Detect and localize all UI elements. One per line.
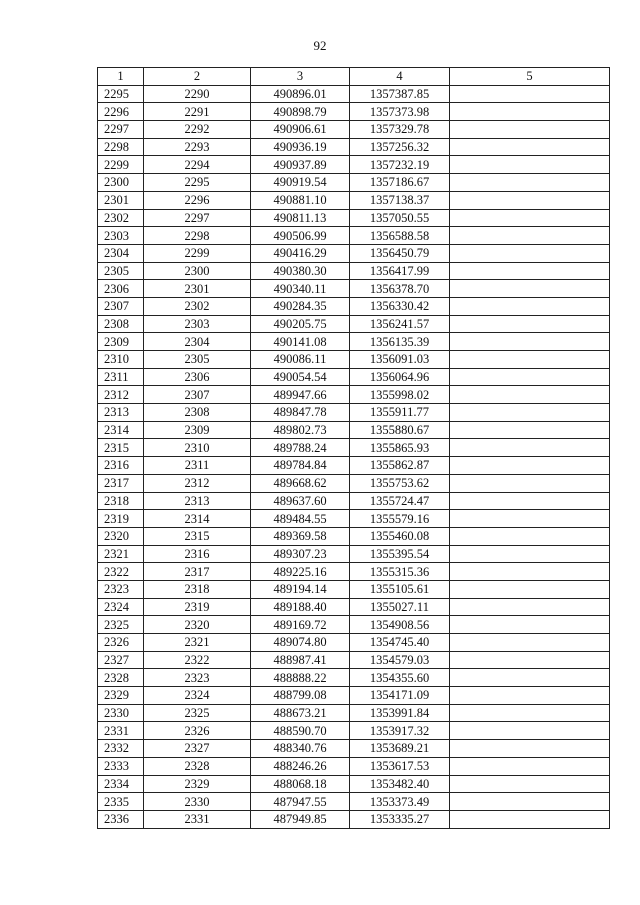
table-cell: 2301 bbox=[144, 280, 251, 298]
table-cell: 2323 bbox=[98, 580, 144, 598]
table-cell bbox=[450, 757, 610, 775]
table-row bbox=[98, 598, 610, 616]
table-cell bbox=[450, 368, 610, 386]
table-cell: 2305 bbox=[98, 262, 144, 280]
table-cell: 1354171.09 bbox=[350, 687, 450, 705]
table-cell: 2298 bbox=[144, 227, 251, 245]
table-cell: 2301 bbox=[98, 191, 144, 209]
table-cell bbox=[450, 421, 610, 439]
table-cell: 2311 bbox=[98, 368, 144, 386]
table-cell: 1354579.03 bbox=[350, 651, 450, 669]
table-cell: 2313 bbox=[98, 404, 144, 422]
table-cell: 2299 bbox=[144, 244, 251, 262]
table-cell: 2312 bbox=[98, 386, 144, 404]
table-cell: 1355395.54 bbox=[350, 545, 450, 563]
table-cell: 2336 bbox=[98, 810, 144, 828]
table-cell: 490416.29 bbox=[251, 244, 350, 262]
table-body bbox=[98, 85, 610, 828]
table-cell: 2327 bbox=[98, 651, 144, 669]
table-cell: 490811.13 bbox=[251, 209, 350, 227]
table-row bbox=[98, 280, 610, 298]
table-cell: 2321 bbox=[144, 634, 251, 652]
table-cell bbox=[450, 580, 610, 598]
table-cell bbox=[450, 333, 610, 351]
table-cell bbox=[450, 191, 610, 209]
table-cell: 2332 bbox=[98, 740, 144, 758]
table-cell bbox=[450, 439, 610, 457]
table-cell: 2334 bbox=[98, 775, 144, 793]
table-row bbox=[98, 209, 610, 227]
table-cell bbox=[450, 156, 610, 174]
table-cell: 2324 bbox=[144, 687, 251, 705]
table-cell: 2317 bbox=[144, 563, 251, 581]
table-cell: 2326 bbox=[98, 634, 144, 652]
table-cell: 489637.60 bbox=[251, 492, 350, 510]
table-cell: 1355865.93 bbox=[350, 439, 450, 457]
table-cell: 2306 bbox=[144, 368, 251, 386]
table-cell: 2302 bbox=[144, 297, 251, 315]
table-row bbox=[98, 687, 610, 705]
table-cell: 2331 bbox=[144, 810, 251, 828]
table-cell: 1357138.37 bbox=[350, 191, 450, 209]
table-cell: 1356091.03 bbox=[350, 351, 450, 369]
table-cell bbox=[450, 563, 610, 581]
table-cell: 2308 bbox=[144, 404, 251, 422]
table-cell bbox=[450, 174, 610, 192]
table-cell: 2296 bbox=[98, 103, 144, 121]
table-cell: 2295 bbox=[98, 85, 144, 103]
table-cell: 1357329.78 bbox=[350, 121, 450, 139]
coordinates-table bbox=[97, 67, 610, 829]
table-cell: 2311 bbox=[144, 457, 251, 475]
table-row bbox=[98, 457, 610, 475]
table-row bbox=[98, 616, 610, 634]
table-cell: 1354908.56 bbox=[350, 616, 450, 634]
table-row bbox=[98, 333, 610, 351]
table-cell: 2304 bbox=[98, 244, 144, 262]
table-cell: 488987.41 bbox=[251, 651, 350, 669]
table-cell: 490340.11 bbox=[251, 280, 350, 298]
column-header: 5 bbox=[450, 68, 610, 86]
table-cell bbox=[450, 722, 610, 740]
table-cell: 2329 bbox=[98, 687, 144, 705]
table-cell: 2330 bbox=[144, 793, 251, 811]
table-cell: 1355315.36 bbox=[350, 563, 450, 581]
table-cell: 489194.14 bbox=[251, 580, 350, 598]
table-cell: 488799.08 bbox=[251, 687, 350, 705]
table-cell: 489484.55 bbox=[251, 510, 350, 528]
table-row bbox=[98, 793, 610, 811]
table-cell: 1355027.11 bbox=[350, 598, 450, 616]
table-cell: 2305 bbox=[144, 351, 251, 369]
table-cell: 488340.76 bbox=[251, 740, 350, 758]
table-cell: 2303 bbox=[144, 315, 251, 333]
table-cell: 2313 bbox=[144, 492, 251, 510]
table-cell: 1354745.40 bbox=[350, 634, 450, 652]
table-cell: 489788.24 bbox=[251, 439, 350, 457]
table-cell: 1353689.21 bbox=[350, 740, 450, 758]
table-cell: 2297 bbox=[144, 209, 251, 227]
table-cell: 1355105.61 bbox=[350, 580, 450, 598]
table-row bbox=[98, 227, 610, 245]
table-row bbox=[98, 368, 610, 386]
table-cell: 1356064.96 bbox=[350, 368, 450, 386]
table-cell: 2309 bbox=[98, 333, 144, 351]
table-cell: 2320 bbox=[144, 616, 251, 634]
table-cell: 1357387.85 bbox=[350, 85, 450, 103]
table-cell: 487949.85 bbox=[251, 810, 350, 828]
table-cell bbox=[450, 651, 610, 669]
table-cell bbox=[450, 793, 610, 811]
table-row bbox=[98, 156, 610, 174]
table-cell: 489307.23 bbox=[251, 545, 350, 563]
table-row bbox=[98, 740, 610, 758]
table-cell: 1353917.32 bbox=[350, 722, 450, 740]
table-cell: 490284.35 bbox=[251, 297, 350, 315]
table-cell: 2316 bbox=[98, 457, 144, 475]
table-row bbox=[98, 492, 610, 510]
table-cell bbox=[450, 810, 610, 828]
table-row bbox=[98, 474, 610, 492]
table-cell: 2294 bbox=[144, 156, 251, 174]
table-cell: 489169.72 bbox=[251, 616, 350, 634]
table-cell: 1357232.19 bbox=[350, 156, 450, 174]
table-row bbox=[98, 297, 610, 315]
table-cell: 2331 bbox=[98, 722, 144, 740]
table-cell: 2322 bbox=[144, 651, 251, 669]
table-cell: 2291 bbox=[144, 103, 251, 121]
table-cell: 490881.10 bbox=[251, 191, 350, 209]
table-row bbox=[98, 439, 610, 457]
table-cell: 1356241.57 bbox=[350, 315, 450, 333]
table-cell: 490896.01 bbox=[251, 85, 350, 103]
table-row bbox=[98, 103, 610, 121]
table-cell bbox=[450, 121, 610, 139]
table-cell: 2326 bbox=[144, 722, 251, 740]
table-cell: 490086.11 bbox=[251, 351, 350, 369]
table-cell bbox=[450, 545, 610, 563]
table-cell: 1355753.62 bbox=[350, 474, 450, 492]
table-row bbox=[98, 722, 610, 740]
column-header: 1 bbox=[98, 68, 144, 86]
table-row bbox=[98, 545, 610, 563]
table-cell: 2318 bbox=[144, 580, 251, 598]
table-cell: 2323 bbox=[144, 669, 251, 687]
table-cell bbox=[450, 775, 610, 793]
table-cell bbox=[450, 510, 610, 528]
table-cell: 2321 bbox=[98, 545, 144, 563]
table-cell: 1353617.53 bbox=[350, 757, 450, 775]
table-cell: 2315 bbox=[98, 439, 144, 457]
table-cell: 1356417.99 bbox=[350, 262, 450, 280]
table-cell: 1353482.40 bbox=[350, 775, 450, 793]
table-cell: 1357050.55 bbox=[350, 209, 450, 227]
table-cell bbox=[450, 138, 610, 156]
table-cell: 1356135.39 bbox=[350, 333, 450, 351]
table-cell: 1353991.84 bbox=[350, 704, 450, 722]
table-cell: 2300 bbox=[144, 262, 251, 280]
table-row bbox=[98, 527, 610, 545]
table-cell: 1355579.16 bbox=[350, 510, 450, 528]
table-cell: 490506.99 bbox=[251, 227, 350, 245]
table-cell: 1355724.47 bbox=[350, 492, 450, 510]
table-cell: 489784.84 bbox=[251, 457, 350, 475]
table-cell: 2290 bbox=[144, 85, 251, 103]
table-cell: 2312 bbox=[144, 474, 251, 492]
table-cell: 489188.40 bbox=[251, 598, 350, 616]
table-cell: 2296 bbox=[144, 191, 251, 209]
table-cell bbox=[450, 85, 610, 103]
table-cell: 1353335.27 bbox=[350, 810, 450, 828]
table-cell: 2316 bbox=[144, 545, 251, 563]
table-cell: 2330 bbox=[98, 704, 144, 722]
table-cell bbox=[450, 527, 610, 545]
table-cell: 490936.19 bbox=[251, 138, 350, 156]
table-cell: 490380.30 bbox=[251, 262, 350, 280]
table-cell bbox=[450, 315, 610, 333]
table-cell: 490205.75 bbox=[251, 315, 350, 333]
table-row bbox=[98, 121, 610, 139]
table-cell: 2303 bbox=[98, 227, 144, 245]
table-cell: 489668.62 bbox=[251, 474, 350, 492]
table-row bbox=[98, 191, 610, 209]
table-cell: 1356588.58 bbox=[350, 227, 450, 245]
table-cell: 2325 bbox=[98, 616, 144, 634]
table-cell: 2308 bbox=[98, 315, 144, 333]
table-cell: 1356378.70 bbox=[350, 280, 450, 298]
table-cell: 1354355.60 bbox=[350, 669, 450, 687]
table-cell bbox=[450, 227, 610, 245]
table-cell: 490141.08 bbox=[251, 333, 350, 351]
table-cell: 2306 bbox=[98, 280, 144, 298]
table-cell: 2328 bbox=[144, 757, 251, 775]
table-cell bbox=[450, 244, 610, 262]
table-cell: 490054.54 bbox=[251, 368, 350, 386]
table-header-row bbox=[98, 68, 610, 86]
table-cell: 1357256.32 bbox=[350, 138, 450, 156]
table-cell: 2299 bbox=[98, 156, 144, 174]
table-cell: 2307 bbox=[144, 386, 251, 404]
table-cell: 2319 bbox=[98, 510, 144, 528]
table-row bbox=[98, 669, 610, 687]
table-row bbox=[98, 262, 610, 280]
table-cell bbox=[450, 704, 610, 722]
table-cell: 2319 bbox=[144, 598, 251, 616]
table-cell: 490919.54 bbox=[251, 174, 350, 192]
table-cell bbox=[450, 669, 610, 687]
table-cell: 2292 bbox=[144, 121, 251, 139]
table-cell: 2310 bbox=[144, 439, 251, 457]
table-cell: 2314 bbox=[144, 510, 251, 528]
table-row bbox=[98, 404, 610, 422]
table-cell: 2298 bbox=[98, 138, 144, 156]
table-cell: 1353373.49 bbox=[350, 793, 450, 811]
table-cell: 2304 bbox=[144, 333, 251, 351]
table-cell: 487947.55 bbox=[251, 793, 350, 811]
table-row bbox=[98, 757, 610, 775]
table-row bbox=[98, 174, 610, 192]
table-cell: 489947.66 bbox=[251, 386, 350, 404]
table-cell bbox=[450, 740, 610, 758]
column-header: 2 bbox=[144, 68, 251, 86]
table-cell bbox=[450, 386, 610, 404]
table-cell: 1355998.02 bbox=[350, 386, 450, 404]
table-cell: 2310 bbox=[98, 351, 144, 369]
table-cell: 488888.22 bbox=[251, 669, 350, 687]
table-cell: 490898.79 bbox=[251, 103, 350, 121]
table-cell bbox=[450, 492, 610, 510]
table-cell bbox=[450, 457, 610, 475]
table-cell bbox=[450, 634, 610, 652]
table-row bbox=[98, 580, 610, 598]
table-cell: 2302 bbox=[98, 209, 144, 227]
table-cell: 488068.18 bbox=[251, 775, 350, 793]
table-cell: 489369.58 bbox=[251, 527, 350, 545]
table-cell bbox=[450, 598, 610, 616]
table-row bbox=[98, 421, 610, 439]
table-cell: 2300 bbox=[98, 174, 144, 192]
table-cell bbox=[450, 262, 610, 280]
page-number: 92 bbox=[313, 38, 327, 53]
table-cell: 488590.70 bbox=[251, 722, 350, 740]
table-cell: 2324 bbox=[98, 598, 144, 616]
table-cell: 1355460.08 bbox=[350, 527, 450, 545]
table-cell: 2322 bbox=[98, 563, 144, 581]
table-cell: 489225.16 bbox=[251, 563, 350, 581]
table-cell bbox=[450, 209, 610, 227]
table-row bbox=[98, 775, 610, 793]
table-cell: 2333 bbox=[98, 757, 144, 775]
table-cell: 2328 bbox=[98, 669, 144, 687]
table-row bbox=[98, 351, 610, 369]
table-cell: 2317 bbox=[98, 474, 144, 492]
table-row bbox=[98, 704, 610, 722]
table-cell bbox=[450, 297, 610, 315]
table-cell: 2309 bbox=[144, 421, 251, 439]
table-row bbox=[98, 651, 610, 669]
table-cell: 2314 bbox=[98, 421, 144, 439]
table-cell bbox=[450, 474, 610, 492]
table-cell: 490937.89 bbox=[251, 156, 350, 174]
column-header: 4 bbox=[350, 68, 450, 86]
table-row bbox=[98, 386, 610, 404]
table-cell: 2293 bbox=[144, 138, 251, 156]
table-cell bbox=[450, 404, 610, 422]
table-cell: 1356450.79 bbox=[350, 244, 450, 262]
table-cell bbox=[450, 616, 610, 634]
table-cell: 2335 bbox=[98, 793, 144, 811]
table-cell: 1355862.87 bbox=[350, 457, 450, 475]
table-cell: 489074.80 bbox=[251, 634, 350, 652]
table-cell: 1355911.77 bbox=[350, 404, 450, 422]
table-cell: 2320 bbox=[98, 527, 144, 545]
table-cell: 1356330.42 bbox=[350, 297, 450, 315]
table-cell: 490906.61 bbox=[251, 121, 350, 139]
table-row bbox=[98, 85, 610, 103]
table-row bbox=[98, 510, 610, 528]
table-cell: 2315 bbox=[144, 527, 251, 545]
table-row bbox=[98, 810, 610, 828]
table-cell: 489802.73 bbox=[251, 421, 350, 439]
table-cell: 488673.21 bbox=[251, 704, 350, 722]
table-cell: 1355880.67 bbox=[350, 421, 450, 439]
table-row bbox=[98, 244, 610, 262]
table-cell: 1357373.98 bbox=[350, 103, 450, 121]
table-cell: 2327 bbox=[144, 740, 251, 758]
table-cell bbox=[450, 103, 610, 121]
table-cell: 2318 bbox=[98, 492, 144, 510]
table-cell bbox=[450, 280, 610, 298]
table-cell: 488246.26 bbox=[251, 757, 350, 775]
table-row bbox=[98, 315, 610, 333]
column-header: 3 bbox=[251, 68, 350, 86]
table-cell bbox=[450, 351, 610, 369]
table-cell bbox=[450, 687, 610, 705]
table-row bbox=[98, 563, 610, 581]
table-cell: 2325 bbox=[144, 704, 251, 722]
table-cell: 489847.78 bbox=[251, 404, 350, 422]
table-cell: 1357186.67 bbox=[350, 174, 450, 192]
table-cell: 2295 bbox=[144, 174, 251, 192]
table-row bbox=[98, 138, 610, 156]
table-cell: 2307 bbox=[98, 297, 144, 315]
table-row bbox=[98, 634, 610, 652]
table-cell: 2329 bbox=[144, 775, 251, 793]
table-cell: 2297 bbox=[98, 121, 144, 139]
